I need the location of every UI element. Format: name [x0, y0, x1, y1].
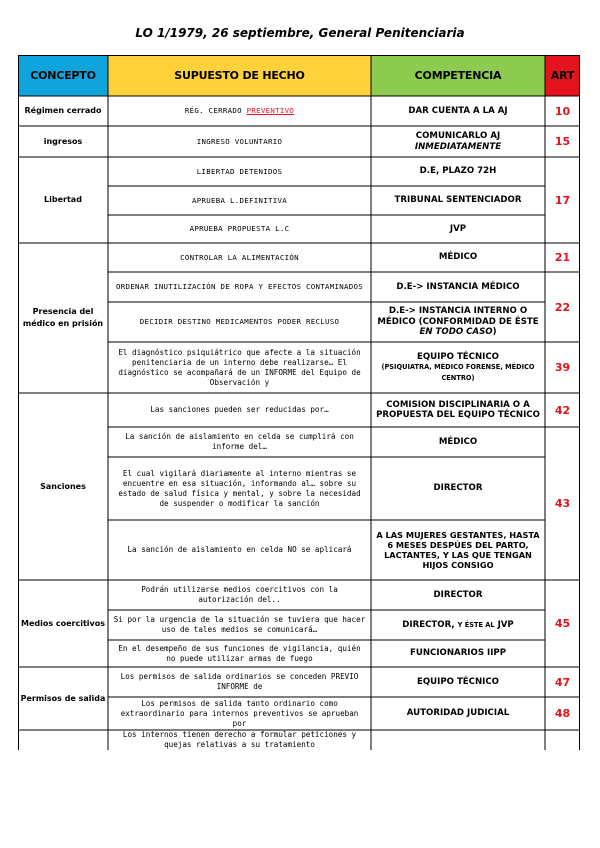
concept-libertad: Libertad: [44, 195, 82, 204]
art-10: 10: [554, 104, 571, 118]
concept-regimen-cerrado: Régimen cerrado: [24, 106, 102, 115]
supuesto-row-18: Los permisos de salida tanto ordinario como extraordinario para internos preventivos se aprueban por: [120, 698, 359, 728]
competencia-row-11: MÉDICO: [438, 436, 478, 447]
header-competencia: COMPETENCIA: [371, 55, 545, 96]
supuesto-row-3: LIBERTAD DETENIDOS: [196, 166, 283, 176]
competencia-row-7: D.E-> INSTANCIA MÉDICO: [396, 281, 520, 292]
supuesto-row-8: DECIDIR DESTINO MEDICAMENTOS PODER RECLUSO: [139, 317, 340, 326]
competencia-row-12: DIRECTOR: [433, 483, 483, 494]
competencia-row-5: JVP: [449, 223, 467, 234]
supuesto-row-19: Los internos tienen derecho a formular peticiones y quejas relativas a su tratamiento: [122, 730, 357, 749]
supuesto-row-16: En el desempeño de sus funciones de vigilancia, quién no puede utilizar armas de fuego: [118, 643, 361, 663]
art-47: 47: [554, 675, 571, 689]
competencia-row-4: TRIBUNAL SENTENCIADOR: [394, 195, 522, 206]
concept-ingresos: ingresos: [43, 136, 83, 146]
art-15: 15: [554, 135, 571, 148]
supuesto-row-15: Si por la urgencia de la situación se tuviera que hacer uso de tales medios se comunicará…: [113, 615, 366, 634]
competencia-row-13: A LAS MUJERES GESTANTES, HASTA 6 MESES DESPÚES DEL PARTO, LACTANTES, Y LAS QUE TENGAN HIJOS CONSIGO: [376, 530, 540, 570]
art-48: 48: [554, 707, 571, 720]
header-supuesto: SUPUESTO DE HECHO: [108, 55, 371, 96]
header-art: ART: [545, 55, 580, 96]
supuesto-row-10: Las sanciones pueden ser reducidas por…: [150, 405, 329, 414]
competencia-row-14: DIRECTOR: [433, 589, 483, 600]
competencia-row-10: COMISION DISCIPLINARIA O A PROPUESTA DEL EQUIPO TÉCNICO: [376, 399, 540, 420]
page-title: LO 1/1979, 26 septiembre, General Penitenciaria: [135, 26, 465, 40]
supuesto-row-1: RÉG. CERRADO PREVENTIVO: [184, 106, 295, 115]
supuesto-row-14: Podrán utilizarse medios coercitivos con la autorización del..: [141, 585, 338, 604]
supuesto-row-6: CONTROLAR LA ALIMENTACIÓN: [180, 252, 299, 262]
art-42: 42: [554, 403, 571, 417]
competencia-row-1: DAR CUENTA A LA AJ: [408, 105, 508, 116]
competencia-row-6: MÉDICO: [438, 252, 478, 263]
concept-permisos-salida: Permisos de salida: [20, 693, 106, 703]
art-45: 45: [554, 617, 571, 630]
supuesto-row-7: ORDENAR INUTILIZACIÓN DE ROPA Y EFECTOS CONTAMINADOS: [116, 282, 363, 291]
art-39: 39: [554, 361, 571, 374]
supuesto-row-2: INGRESO VOLUNTARIO: [196, 136, 283, 146]
table-grid: [18, 55, 580, 750]
supuesto-row-5: APRUEBA PROPUESTA L.C: [189, 224, 290, 233]
competencia-row-15: DIRECTOR, Y ÉSTE AL JVP: [402, 619, 514, 630]
competencia-row-8: D.E-> INSTANCIA INTERNO O MÉDICO (CONFORMIDAD DE ÉSTE EN TODO CASO): [377, 306, 539, 338]
supuesto-row-4: APRUEBA L.DEFINITIVA: [192, 195, 287, 205]
concept-presencia-medico: Presencia del médico en prisión: [22, 307, 104, 328]
competencia-row-9: EQUIPO TÉCNICO (PSIQUIATRA, MÉDICO FORENSE, MÉDICO CENTRO): [381, 351, 535, 382]
competencias-table: [18, 55, 580, 750]
concept-medios-coercitivos: Medios coercitivos: [20, 618, 106, 628]
supuesto-row-17: Los permisos de salida ordinarios se conceden PREVIO INFORME de: [120, 672, 359, 691]
art-21: 21: [554, 251, 571, 264]
art-22: 22: [554, 300, 571, 314]
supuesto-row-12: El cual vigilará diariamente al interno mientras se encuentre en esa situación, informando al… sobre su estado de salud física y mental, y sobre la necesidad de suspender o modificar la sanción: [118, 468, 361, 508]
competencia-row-16: FUNCIONARIOS IIPP: [410, 648, 506, 659]
preventivo-highlight: PREVENTIVO: [246, 106, 295, 115]
competencia-row-17: EQUIPO TÉCNICO: [417, 676, 499, 687]
supuesto-row-11: La sanción de aislamiento en celda se cumplirá con informe del…: [125, 432, 354, 451]
competencia-row-2: COMUNICARLO AJ INMEDIATAMENTE: [414, 131, 502, 152]
competencia-row-18: AUTORIDAD JUDICIAL: [406, 708, 510, 719]
competencia-row-3: D.E, PLAZO 72H: [419, 166, 497, 177]
supuesto-row-9: El diagnóstico psiquiátrico que afecte a la situación penitenciaria de un interno debe realizarse… El diagnóstico se acompañará de un INFORME del Equipo de Observación y: [118, 347, 361, 387]
header-concepto: CONCEPTO: [18, 55, 108, 96]
art-17: 17: [554, 193, 571, 207]
art-43: 43: [554, 497, 571, 510]
supuesto-row-13: La sanción de aislamiento en celda NO se aplicará: [127, 545, 352, 554]
concept-sanciones: Sanciones: [40, 481, 86, 491]
